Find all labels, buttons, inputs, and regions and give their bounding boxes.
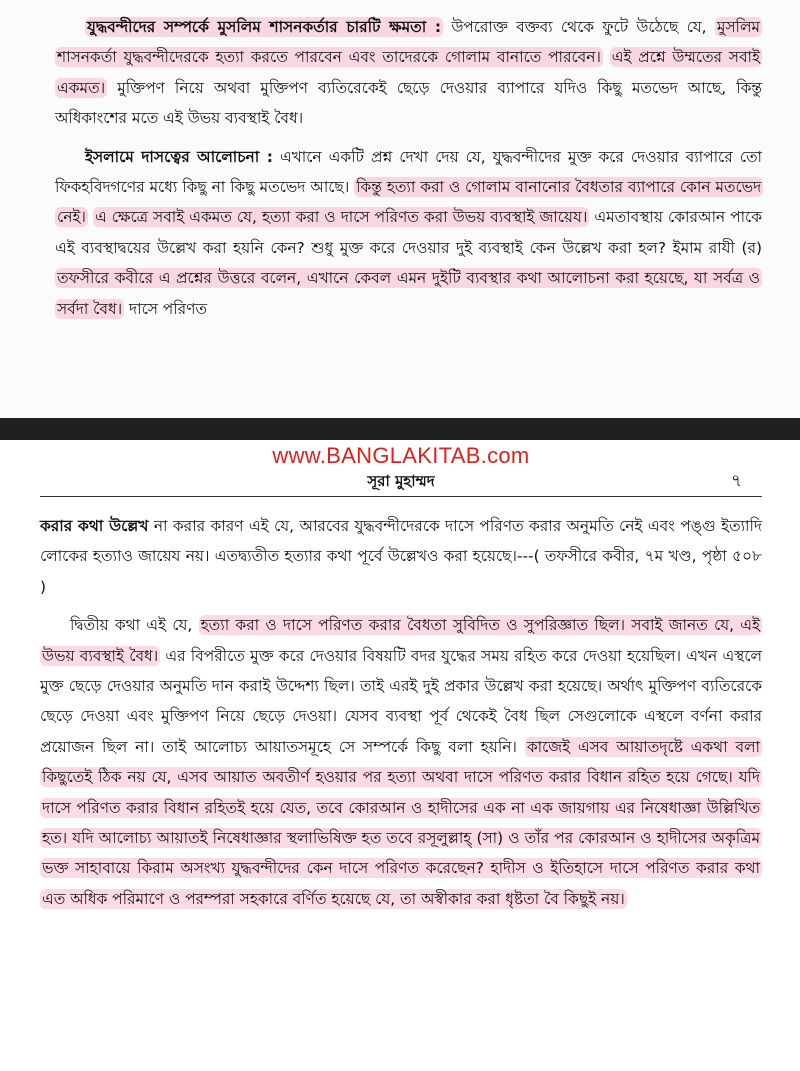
paragraph-slavery-discussion	[55, 142, 762, 324]
paragraph-text: দ্বিতীয় কথা এই যে,	[70, 616, 193, 635]
section-heading-captive-powers: যুদ্ধবন্দীদের সম্পর্কে মুসলিম শাসনকর্তার চারটি ক্ষমতা :	[87, 18, 442, 36]
paragraph-second-point	[40, 610, 762, 914]
running-header	[40, 469, 762, 497]
paragraph-lead-text: করার কথা উল্লেখ	[40, 517, 149, 535]
paragraph-text: উপরোক্ত বক্তব্য থেকে ফুটে উঠেছে যে,	[451, 18, 707, 36]
section-heading-slavery: ইসলামে দাসত্বের আলোচনা :	[85, 147, 273, 166]
page-divider	[0, 418, 800, 440]
highlighted-text: এই প্রশ্নে উম্মতের সবাই একমত।	[57, 48, 760, 97]
website-watermark: www.BANGLAKITAB.com	[272, 443, 530, 468]
paragraph-captive-powers	[55, 12, 762, 134]
paragraph-text: এমতাবস্থায় কোরআন পাকে এই ব্যবস্থাদ্বয়ের উল্লেখ করা হয়নি কেন? শুধু মুক্ত করে দেওয়ার দুই ব্যবস্থাই কেন উল্লেখ করা হল? ইমাম রাযী (র)	[55, 208, 762, 257]
highlighted-text: কিন্তু হত্যা করা ও গোলাম বানানোর বৈধতার ব্যাপারে কোন মতভেদ নেই।	[57, 178, 762, 227]
previous-page-fragment	[0, 0, 800, 418]
page-number: ৭	[730, 471, 742, 491]
paragraph-text: মুক্তিপণ নিয়ে অথবা মুক্তিপণ ব্যতিরেকেই ছেড়ে দেওয়ার ব্যাপারে যদিও কিছু মতভেদ আছে, কিন্তু অধিকাংশের মতে এই উভয় ব্যবস্থাই বৈধ।	[55, 78, 762, 128]
highlighted-text: তফসীরে কবীরে এ প্রশ্নের উত্তরে বলেন, এখানে কেবল এমন দুইটি ব্যবস্থার কথা আলোচনা করা হয়েছে, যা সর্বত্র ও সর্বদা বৈধ।	[57, 269, 760, 318]
paragraph-text: না করার কারণ এই যে, আরবের যুদ্ধবন্দীদেরকে দাসে পরিণত করার অনুমতি নেই এবং পঙ্গু ইত্যাদি লোকের হত্যাও জায়েয নয়। এতদ্ব্যতীত হত্যার কথা পূর্বে উল্লেখও করা হয়েছে।---( তফসীরে কবীর, ৭ম খণ্ড, পৃষ্ঠা ৫০৮ )	[40, 517, 762, 596]
paragraph-text: এর বিপরীতে মুক্ত করে দেওয়ার বিষয়টি বদর যুদ্ধের সময় রহিত করে দেওয়া হয়েছিল। এখন এস্থলে মুক্ত ছেড়ে দেওয়ার অনুমতি দান করাই উদ্দেশ্য ছিল। তাই এরই দুই প্রকার উল্লেখ করা হয়েছে। অর্থাৎ মুক্তিপণ ব্যতিরেকে ছেড়ে দেওয়া এবং মুক্তিপণ নিয়ে ছেড়ে দেওয়া। যেসব ব্যবস্থা পূর্ব থেকেই বৈধ ছিল সেগুলোকে এস্থলে বর্ণনা করার প্রয়োজন ছিল না। তাই আলোচ্য আয়াতসমূহে সে সম্পর্কে কিছু বলা হয়নি।	[40, 646, 763, 756]
highlighted-text: কাজেই এসব আয়াতদৃষ্টে একথা বলা কিছুতেই ঠিক নয় যে, এসব আয়াত অবতীর্ণ হওয়ার পর হত্যা অথবা দাসে পরিণত করার বিধান রহিত হয়ে গেছে। যদি দাসে পরিণত করার বিধান রহিতই হয়ে যেত, তবে কোরআন ও হাদীসের এক না এক জায়গায় এর নিষেধাজ্ঞা উল্লিখিত হত। যদি আলোচ্য আয়াতই নিষেধাজ্ঞার স্থলাভিষিক্ত হত তবে রসূলুল্লাহ্ (সা) ও তাঁর পর কোরআন ও হাদীসের অকৃত্রিম ভক্ত সাহাবায়ে কিরাম অসংখ্য যুদ্ধবন্দীদের কেন দাসে পরিণত করেছেন? হাদীস ও ইতিহাসে দাসে পরিণত করার কথা এত অধিক পরিমাণে ও পরম্পরা সহকারে বর্ণিত হয়েছে যে, তা অস্বীকার করা ধৃষ্টতা বৈ কিছুই নয়।	[42, 737, 760, 908]
paragraph-text: দাসে পরিণত	[129, 299, 207, 318]
paragraph-text: এখানে একটি প্রশ্ন দেখা দেয় যে, যুদ্ধবন্দীদের মুক্ত করে দেওয়ার ব্যাপারে তো ফিকহবিদগণের মধ্যে কিছু না কিছু মতভেদ আছে।	[55, 147, 762, 197]
current-page	[0, 440, 800, 1071]
paragraph-continuation	[40, 511, 762, 602]
header-rule	[40, 496, 762, 497]
surah-title: সূরা মুহাম্মদ	[367, 472, 435, 490]
highlighted-text: এ ক্ষেত্রে সবাই একমত যে, হত্যা করা ও দাসে পরিণত করা উভয় ব্যবস্থাই জায়েয।	[95, 208, 588, 227]
highlighted-text: মুসলিম শাসনকর্তা যুদ্ধবন্দীদেরকে হত্যা করতে পারবেন এবং তাদেরকে গোলাম বানাতে পারবেন।	[57, 18, 760, 67]
page-body	[40, 497, 762, 914]
highlighted-text: হত্যা করা ও দাসে পরিণত করার বৈধতা সুবিদিত ও সুপরিজ্ঞাত ছিল। সবাই জানত যে, এই উভয় ব্যবস্থাই বৈধ।	[42, 616, 760, 665]
